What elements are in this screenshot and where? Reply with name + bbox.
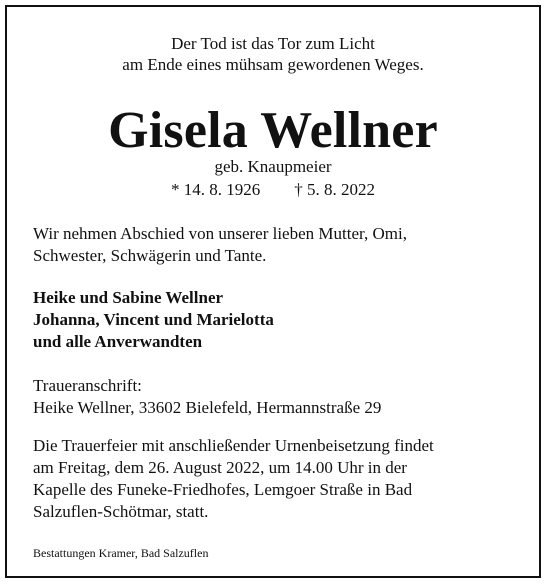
address-value: Heike Wellner, 33602 Bielefeld, Hermannstraße 29 (33, 398, 382, 417)
mourners-list (33, 287, 525, 353)
obituary-card (5, 5, 541, 578)
mourner-line: Heike und Sabine Wellner (33, 288, 224, 307)
birth-name: geb. Knaupmeier (214, 157, 332, 176)
service-line: Die Trauerfeier mit anschließender Urnenbeisetzung findet (33, 436, 434, 455)
death-date: † 5. 8. 2022 (294, 180, 375, 199)
motto (7, 33, 539, 75)
farewell-line-1: Wir nehmen Abschied von unserer lieben Mutter, Omi, (33, 224, 407, 243)
service-line: Kapelle des Funeke-Friedhofes, Lemgoer Straße in Bad (33, 480, 413, 499)
service-line: am Freitag, dem 26. August 2022, um 14.00 Uhr in der (33, 458, 407, 477)
address-label: Traueranschrift: (33, 376, 142, 395)
mourner-line: Johanna, Vincent und Marielotta (33, 310, 274, 329)
mourner-line: und alle Anverwandten (33, 332, 203, 351)
deceased-name: Gisela Wellner (108, 102, 438, 159)
service-line: Salzuflen-Schötmar, statt. (33, 502, 209, 521)
farewell-text (33, 223, 525, 267)
farewell-line-2: Schwester, Schwägerin und Tante. (33, 246, 267, 265)
service-details (33, 435, 525, 523)
motto-line-1: Der Tod ist das Tor zum Licht (171, 34, 375, 53)
funeral-home: Bestattungen Kramer, Bad Salzuflen (33, 546, 209, 560)
birth-date: * 14. 8. 1926 (171, 180, 261, 199)
mourning-address (33, 375, 525, 419)
motto-line-2: am Ende eines mühsam gewordenen Weges. (122, 55, 424, 74)
life-dates (7, 179, 539, 201)
